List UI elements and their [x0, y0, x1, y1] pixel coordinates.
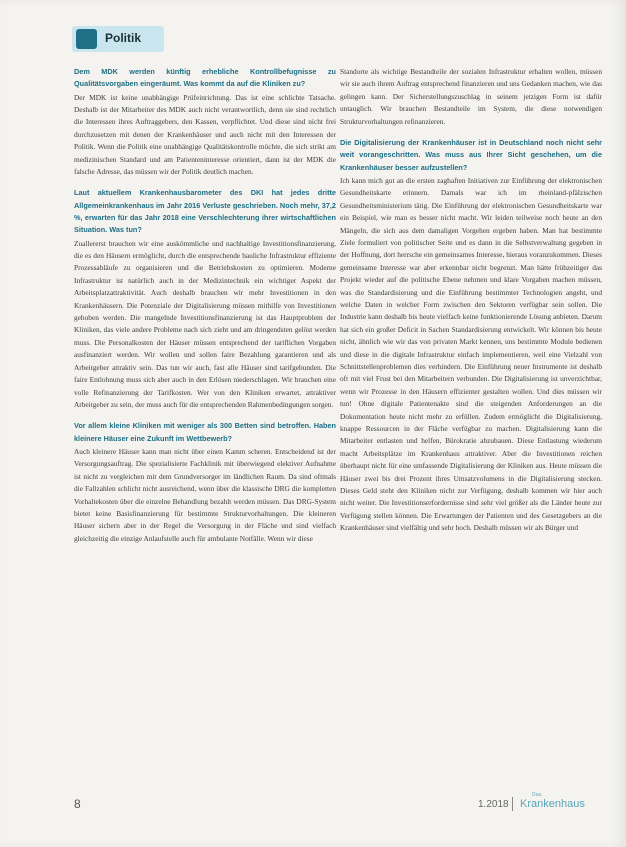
answer: Ich kann mich gut an die ersten zaghaften Initiativen zur Einführung der elektronischen Gesundheitskarte erinnern. Damals war ich im rheinland-pfälzischen Gesundheitsministerium tätig. Die Einführung der elektronischen Gesundheitskarte war ein Beispiel, wie man es besser nicht macht. Wir leiden teilweise noch heute an den Mängeln, die sich aus dem damaligen Vorgehen ergeben haben. Man hat bestimmte Ziele formuliert von politischer Seite und es dann in die Selbstverwaltung gegeben in der Hoffnung, dort herrsche ein gemeinsames Interesse, hieraus voranzukommen. Dieses gemeinsame Interesse war aber erkennbar nicht begrenzt. Man hätte frühzeitiger das Projekt wieder auf die politische Ebene nehmen und klare Vorgaben machen müssen, was die Standardisierung und die Einführung bestimmter Technologien angeht, und welche Daten in welcher Form zwischen den Sektoren verfügbar sein sollen. Die Industrie kann deshalb bis heute vielfach keine funktionierende Lösung anbieten. Darum hat sich ein großer Deficit in Sachen Standardisierung entwickelt. Wir können bis heute nicht, ähnlich wie wir das von privaten Markt kennen, uns bestimmte Module bedienen und diese in die digitale Infrastruktur einfach implementieren, weil eine Vielzahl von Schnittstellenproblemen dies verhindern. Die Einführung neuer Instrumente ist deshalb oft mit viel Frust bei den Mitarbeitern verbunden. Die Digitalisierung ist unverzichtbar, wenn wir Prozesse in den Häusern effizienter gestalten wollen. Und dies müssen wir tun! Ohne digitale Patientenakte sind die steigenden Anforderungen an die Dokumentation heute nicht mehr zu erfüllen. Zudem ermöglicht die Digitalisierung, knappe Ressourcen in der Fläche verfügbar zu machen. Digitalisierung kann die Mitarbeiter entlasten und helfen, Bürokratie abzubauen. Diese Entlastung wiederum macht Arbeitsplätze im Krankenhaus attraktiver. Aber die Investitionen reichen überhaupt nicht für eine umfassende Digitalisierung der Kliniken aus. Heute müssen die Häuser zwei bis drei Prozent ihres Umsatzvolumens in die Digitalisierung stecken. Dieses Geld steht den Kliniken nicht zur Verfügung, deshalb kommen wir hier auch nicht weiter. Die Investitionserfordernisse sind sehr viel größer als die Länder heute zur Verfügung stellen können. Die Erwartungen der Patienten und des Gesetzgebers an die Krankenhäuser sind vielfältig und sehr hoch. Deshalb müssen wir als Bürger und — [340, 175, 602, 533]
footer-divider — [512, 797, 513, 811]
section-tab — [72, 26, 164, 52]
page-number: 8 — [74, 797, 81, 811]
question: Die Digitalisierung der Krankenhäuser ist in Deutschland noch nicht sehr weit vorangeschritten. Was muss aus Ihrer Sicht geschehen, um die Krankenhäuser besser aufzustellen? — [340, 138, 602, 172]
answer: Der MDK ist keine unabhängige Prüfeinrichtung. Das ist eine schlichte Tatsache. Deshalb ist der Mitarbeiter des MDK auch nicht verantwortlich, denn sie sind rechtlich die Interessen ihres Auftraggebers, den Kassen, verpflichtet. Und diese sind nicht frei durchzusetzen mit denen der Krankenhäuser und auch nicht mit den Interessen der Politik. Wenn die Politik eine unabhängige Qualitätskontrolle möchte, die sich strikt am medizinischen Standard und am Patienteninteresse orientiert, dann ist der MDK die falsche Adresse, das müssen wir der Politik deutlich machen. — [74, 92, 336, 177]
left-column — [74, 66, 336, 776]
logo-text: Krankenhaus — [520, 798, 585, 810]
right-column — [340, 66, 602, 778]
question: Laut aktuellem Krankenhausbarometer des DKI hat jedes dritte Allgemeinkrankenhaus im Jahr 2016 Verluste geschrieben. Noch mehr, 37,2 %, erwarten für das Jahr 2018 eine Verschlechterung ihrer wirtschaftlichen Situation. Was tun? — [74, 188, 336, 235]
answer: Standorte als wichtige Bestandteile der sozialen Infrastruktur erhalten wollen, müssen wir sie auch ihrem Auftrag entsprechend finanzieren und uns Gedanken machen, wie das gelingen kann. Der Sicherstellungszuschlag in seinem jetzigen Form ist dafür untauglich. Wir brauchen Bestandteile im System, die diese notwendigen Strukturvorhaltungen refinanzieren. — [340, 67, 602, 126]
section-color-square — [76, 29, 97, 49]
answer: Auch kleinere Häuser kann man nicht über einen Kamm scheren. Entscheidend ist der Versorgungsauftrag. Die spezialisierte Fachklinik mit überwiegend elektiver Aufnahme ist nicht zu vergleichen mit dem Grundversorger im ländlichen Raum. Da sind oftmals die Fallzahlen schlicht nicht ausreichend, wenn über die klassische DRG die kompletten Vorhaltekosten über die einzelne Behandlung bezahlt werden müssen. Das DRG-System bietet keine Basisfinanzierung für bestimmte Strukturvorhaltungen. Die kleineren Häuser sichern aber in der Regel die Versorgung in der Fläche und sind vielfach gleichzeitig die einzige Anlaufstelle auch für ambulante Notfälle. Wenn wir diese — [74, 446, 336, 543]
answer: Zuallererst brauchen wir eine auskömmliche und nachhaltige Investitionsfinanzierung, die es den Häusern ermöglicht, durch die entsprechende bauliche Infrastruktur effiziente Prozessabläufe zu organisieren und die Betriebskosten zu optimieren. Moderne Infrastruktur ist natürlich auch in der Medizintechnik ein wichtiger Aspekt der Arbeitsplatzattraktivität. Auch deshalb brauchen wir mehr Investitionen in den Krankenhäusern. Die Potenziale der Digitalisierung müssen mithilfe von Investitionen gehoben werden. Die mangelnde Investitionsfinanzierung ist das Hauptproblem der Kliniken, das viele andere Probleme nach sich zieht und am dringendsten gelöst werden muss. Die Personalkosten der Häuser müssen entsprechend der tariflichen Vorgaben ausfinanziert werden. Wir wollen und sollen faire Bezahlung garantieren und als Arbeitgeber attraktiv sein. Das tun wir auch, fast alle Häuser sind tarifgebunden. Die faire Entlohnung muss sich aber auch in den Erlösen niederschlagen. Wir brauchen eine volle Refinanzierung der Tarifkosten. Wer von den Kliniken erwartet, attraktiver Arbeitgeber zu sein, der muss auch für die entsprechenden Rahmenbedingungen sorgen. — [74, 238, 336, 409]
logo-small-text: Das — [532, 792, 542, 798]
question: Dem MDK werden künftig erhebliche Kontrollbefugnisse zu Qualitätsvorgaben eingeräumt. Was kommt da auf die Kliniken zu? — [74, 67, 336, 89]
question: Vor allem kleine Kliniken mit weniger als 300 Betten sind betroffen. Haben kleinere Häuser eine Zukunft im Wettbewerb? — [74, 421, 336, 443]
section-label: Politik — [105, 31, 142, 45]
magazine-logo — [520, 792, 590, 814]
issue-number: 1.2018 — [478, 799, 509, 810]
